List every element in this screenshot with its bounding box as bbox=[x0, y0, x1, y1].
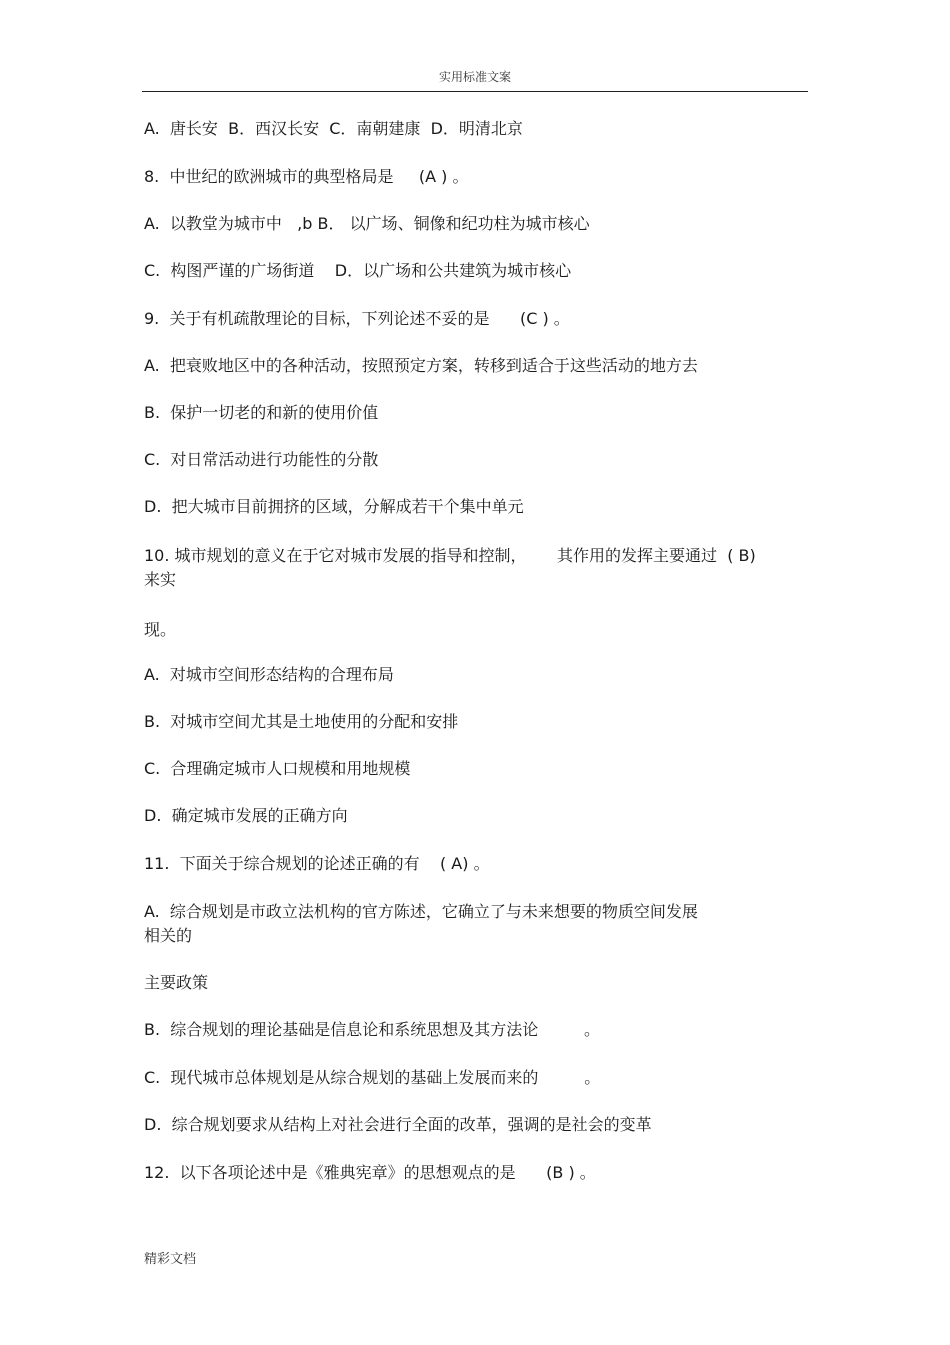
option-11b: B. 综合规划的理论基础是信息论和系统思想及其方法论 。 bbox=[144, 1020, 601, 1039]
page-header-title: 实用标准文案 bbox=[438, 70, 511, 84]
option-line-8cd: C. 构图严谨的广场街道 D．以广场和公共建筑为城市核心 bbox=[144, 261, 572, 280]
option-9d: D. 把大城市目前拥挤的区域，分解成若干个集中单元 bbox=[144, 497, 524, 516]
option-9b: B. 保护一切老的和新的使用价值 bbox=[144, 403, 379, 422]
option-9a: A. 把衰败地区中的各种活动，按照预定方案，转移到适合于这些活动的地方去 bbox=[144, 356, 698, 375]
question-10-line3: 现。 bbox=[144, 620, 177, 639]
page-footer: 精彩文档 bbox=[144, 1252, 197, 1267]
header-divider bbox=[142, 91, 808, 92]
option-10a: A. 对城市空间形态结构的合理布局 bbox=[144, 665, 394, 684]
option-11c: C. 现代城市总体规划是从综合规划的基础上发展而来的 。 bbox=[144, 1068, 601, 1087]
question-8: 8. 中世纪的欧洲城市的典型格局是 (A ) 。 bbox=[144, 167, 469, 186]
option-11d: D. 综合规划要求从结构上对社会进行全面的改革，强调的是社会的变革 bbox=[144, 1115, 652, 1134]
question-11: 11. 下面关于综合规划的论述正确的有 ( A) 。 bbox=[144, 854, 490, 873]
option-10c: C. 合理确定城市人口规模和用地规模 bbox=[144, 759, 411, 778]
question-9: 9. 关于有机疏散理论的目标，下列论述不妥的是 (C ) 。 bbox=[144, 309, 570, 328]
option-line-7a: A. 唐长安 B．西汉长安 C．南朝建康 D．明清北京 bbox=[144, 119, 523, 138]
option-line-8ab: A. 以教堂为城市中 ,b B． 以广场、铜像和纪功柱为城市核心 bbox=[144, 214, 590, 233]
question-10-line2: 来实 bbox=[144, 570, 177, 589]
option-9c: C. 对日常活动进行功能性的分散 bbox=[144, 450, 379, 469]
option-11a-line3: 主要政策 bbox=[144, 973, 209, 992]
option-10b: B. 对城市空间尤其是土地使用的分配和安排 bbox=[144, 712, 459, 731]
question-10-line1: 10. 城市规划的意义在于它对城市发展的指导和控制， 其作用的发挥主要通过 ( B) bbox=[144, 546, 756, 565]
option-11a-line2: 相关的 bbox=[144, 926, 193, 945]
option-10d: D. 确定城市发展的正确方向 bbox=[144, 806, 348, 825]
option-11a-line1: A. 综合规划是市政立法机构的官方陈述，它确立了与未来想要的物质空间发展 bbox=[144, 902, 698, 921]
question-12: 12. 以下各项论述中是《雅典宪章》的思想观点的是 (B ) 。 bbox=[144, 1163, 596, 1182]
